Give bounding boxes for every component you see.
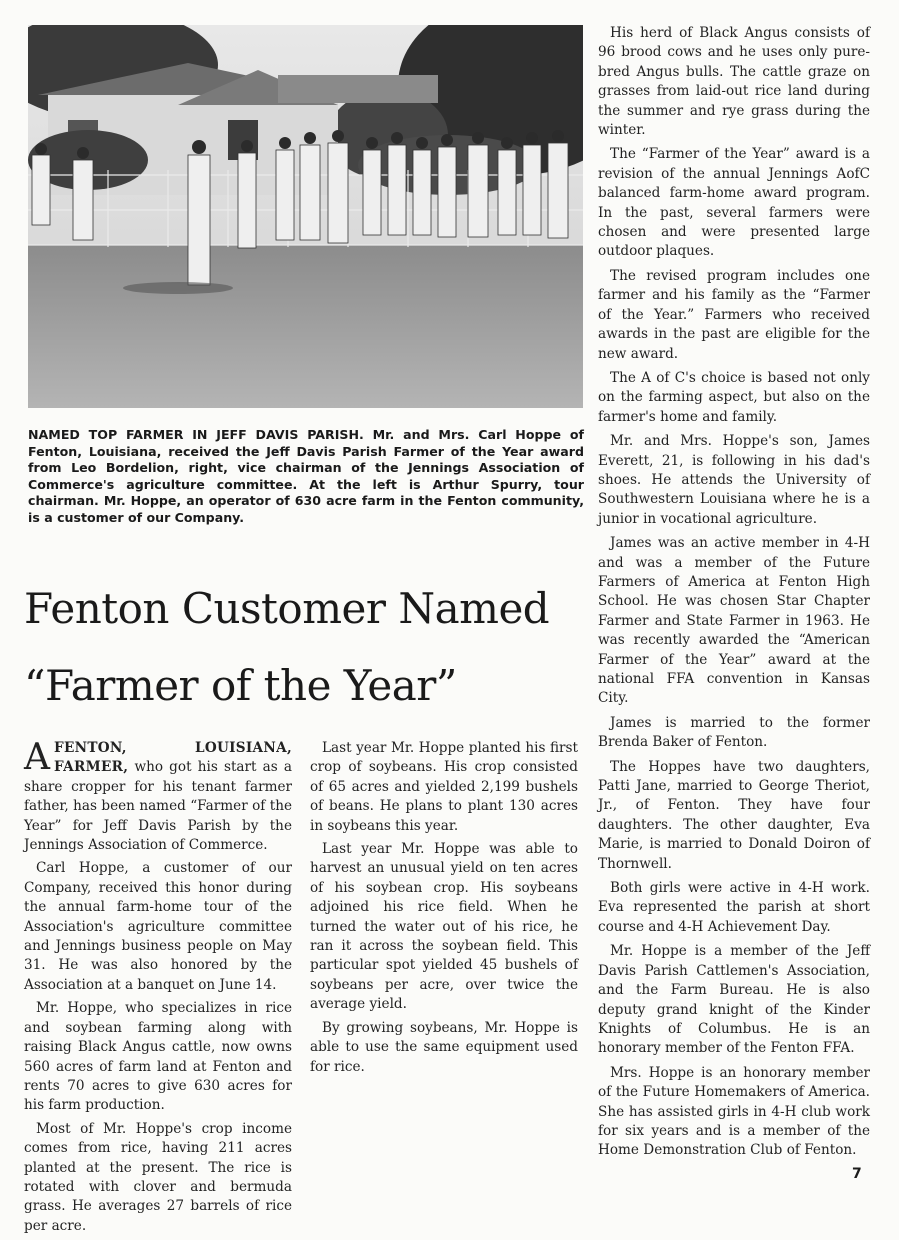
article-column-2 — [310, 739, 578, 1081]
page-number: 7 — [852, 1166, 862, 1182]
article-paragraph: Most of Mr. Hoppe's crop income comes from rice, having 211 acres planted at the present. The rice is rotated with clover and bermuda grass. He averages 27 barrels of rice per acre. — [24, 1120, 292, 1234]
article-paragraph: The “Farmer of the Year” award is a revision of the annual Jennings AofC balanced farm-home award program. In the past, several farmers were chosen and were presented large outdoor plaques. — [598, 146, 870, 260]
article-paragraph: Mr. and Mrs. Hoppe's son, James Everett, 21, is following in his dad's shoes. He attends the University of Southwestern Louisiana where he is a junior in vocational agriculture. — [598, 433, 870, 527]
drop-cap: A — [24, 737, 50, 778]
headline-line-2: “Farmer of the Year” — [24, 661, 457, 710]
lead-caps: FENTON, LOUISIANA, FARMER, — [54, 740, 292, 776]
article-paragraph: Mr. Hoppe is a member of the Jeff Davis Parish Cattlemen's Association, and the Farm Bureau. He is also deputy grand knight of the Kinder Knights of Columbus. He is an honorary member of the Fenton FFA. — [598, 943, 870, 1057]
page-title — [24, 570, 594, 724]
photo-caption — [28, 427, 584, 526]
article-paragraph: The A of C's choice is based not only on the farming aspect, but also on the farmer's home and family. — [598, 369, 870, 425]
article-paragraph: The revised program includes one farmer and his family as the “Farmer of the Year.” Farmers who received awards in the past are eligible for the new award. — [598, 267, 870, 362]
article-paragraph: Mrs. Hoppe is an honorary member of the Future Homemakers of America. She has assisted girls in 4-H club work for six years and is a member of the Home Demonstration Club of Fenton. — [598, 1064, 870, 1159]
article-paragraph: Carl Hoppe, a customer of our Company, received this honor during the annual farm-home tour of the Association's agriculture committee and Jennings business people on May 31. He was also honored by the Association at a banquet on June 14. — [24, 860, 292, 993]
article-paragraph: The Hoppes have two daughters, Patti Jane, married to George Theriot, Jr., of Fenton. They have four daughters. The other daughter, Eva Marie, is married to Donald Doiron of Thornwell. — [598, 758, 870, 872]
article-paragraph: Both girls were active in 4-H work. Eva represented the parish at short course and 4-H Achievement Day. — [598, 880, 870, 935]
article-paragraph: Last year Mr. Hoppe was able to harvest an unusual yield on ten acres of his soybean crop. His soybeans adjoined his rice field. When he turned the water out of his rice, he ran it across the soybean field. This particular spot yielded 45 bushels of soybeans per acre, over twice the average yield. — [310, 841, 578, 1013]
paragraph-text: who got his start as a share cropper for his tenant farmer father, has been named “Farmer of the Year” for Jeff Davis Parish by the Jennings Association of Commerce. — [24, 759, 293, 854]
article-paragraph: By growing soybeans, Mr. Hoppe is able to use the same equipment used for rice. — [310, 1019, 578, 1075]
article-paragraph — [24, 739, 292, 855]
caption-lead: NAMED TOP FARMER IN JEFF DAVIS PARISH. — [28, 427, 364, 442]
award-photo — [28, 25, 583, 408]
article-paragraph: Last year Mr. Hoppe planted his first crop of soybeans. His crop consisted of 65 acres and yielded 2,199 bushels of beans. He plans to plant 130 acres in soybeans this year. — [310, 740, 578, 834]
caption-body: Mr. and Mrs. Carl Hoppe of Fenton, Louisiana, received the Jeff Davis Parish Farmer of the Year award from Leo Bordelion, right, vice chairman of the Jennings Association of Commerce's agriculture committee. At the left is Arthur Spurry, tour chairman. Mr. Hoppe, an operator of 630 acre farm in the Fenton community, is a customer of our Company. — [28, 427, 584, 525]
award-photo-icon — [28, 25, 583, 408]
article-paragraph: James is married to the former Brenda Baker of Fenton. — [598, 714, 870, 751]
article-column-3 — [598, 24, 870, 1166]
article-paragraph: Mr. Hoppe, who specializes in rice and soybean farming along with raising Black Angus cattle, now owns 560 acres of farm land at Fenton and rents 70 acres to give 630 acres for his farm production. — [24, 1000, 292, 1114]
headline-line-1: Fenton Customer Named — [24, 584, 550, 633]
article-column-1 — [24, 739, 292, 1240]
article-paragraph: James was an active member in 4-H and was a member of the Future Farmers of America at Fenton High School. He was chosen Star Chapter Farmer and State Farmer in 1963. He was recently awarded the “American Farmer of the Year” award at the national FFA convention in Kansas City. — [598, 535, 870, 707]
article-paragraph: His herd of Black Angus consists of 96 brood cows and he uses only pure-bred Angus bulls. The cattle graze on grasses from laid-out rice land during the summer and rye grass during the winter. — [598, 25, 870, 139]
